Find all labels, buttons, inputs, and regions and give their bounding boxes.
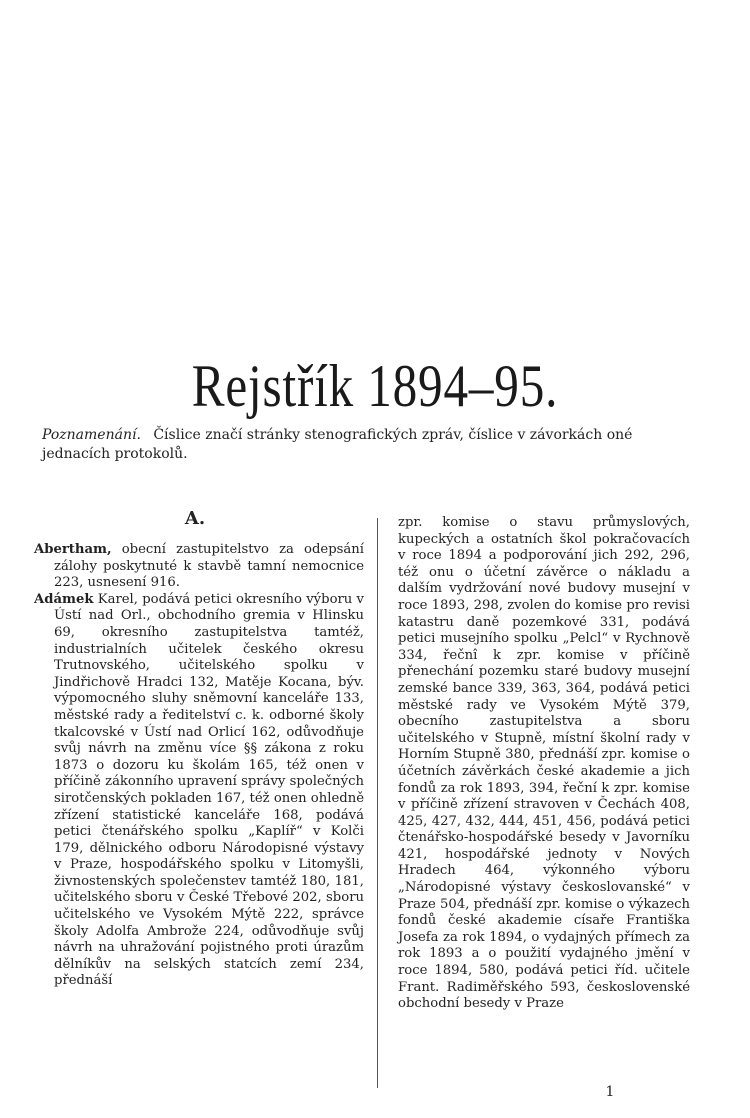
- right-column: [398, 515, 690, 1013]
- index-entry: [34, 592, 364, 990]
- note-label: Poznamenání.: [42, 427, 141, 443]
- continued-entry-text: zpr. komise o stavu průmyslových, kupeckých a ostatních škol pokračovacích v roce 1894 a podporování jich 292, 296, též onu o účetní závěrce o nákladu a dalším vydržování nové budovy musejní v roce 1893, 298, zvolen do komise pro revisi katastru daně pozemkové 331, podává petici musejního spolku „Pelcl“ v Rychnově 334, řečnî k zpr. komise v příčině přenechání pozemku staré budovy musejní zemské bance 339, 363, 364, podává petici městské rady ve Vysokém Mýtě 379, obecního zastupitelstva a sboru učitelského v Stupně, místní školní rady v Horním Stupně 380, přednáší zpr. komise o účetních závěrkách české akademie a jich fondů za rok 1893, 394, řeční k zpr. komise v příčině zřízení stravoven v Čechách 408, 425, 427, 432, 444, 451, 456, podává petici čtenářsko-hospodářské besedy v Javorníku 421, hospodářské jednoty v Nových Hradech 464, výkonného výboru „Národopisné výstavy českoslovanské“ v Praze 504, přednáší zpr. komise o výkazech fondů české akademie císaře Františka Josefa za rok 1894, o vydajných přímech za rok 1893 a o použití vydajného jmění v roce 1894, 580, podává petici říd. učitele Frant. Radiměřského 593, československé obchodní besedy v Praze: [398, 515, 690, 1012]
- entry-text: Karel, podává petici okresního výboru v Ústí nad Orl., obchodního gremia v Hlinsku 69, okresního zastupitelstva tamtéž, industrialních učitelek českého okresu Trutnovského, učitelského spolku v Jindřichově Hradci 132, Matěje Kocana, býv. výpomocného sluhy sněmovní kanceláře 133, městské rady a ředitelství c. k. odborné školy tkalcovské v Ústí nad Orlicí 162, odůvodňuje svůj návrh na změnu více §§ zákona z roku 1873 o dozoru ku školám 165, též onen v příčině zákonního upravení správy společných sirotčenských pokladen 167, též onen ohledně zřízení statistické kanceláře 168, podává petici čtenářského spolku „Kaplíř“ v Kolči 179, dělnického odboru Národopisné výstavy v Praze, hospodářského spolku v Litomyšli, živnostenských společenstev tamtéž 180, 181, učitelského sboru v České Třebové 202, sboru učitelského ve Vysokém Mýtě 222, správce školy Adolfa Ambrože 224, odůvodňuje svůj návrh na uhražování pojistného proti úrazům dělníkův na selských statcích zemí 234, přednáší: [54, 591, 364, 989]
- entry-head: Abertham,: [34, 542, 112, 557]
- section-letter: A.: [184, 508, 206, 529]
- column-divider: [377, 518, 378, 1088]
- entry-text: obecní zastupitelstvo za odepsání zálohy poskytnuté k stavbě tamní nemocnice 223, usnesení 916.: [54, 542, 364, 591]
- page-title: Rejstřík 1894–95.: [191, 353, 559, 419]
- left-column: [34, 542, 364, 990]
- note-paragraph: [42, 426, 702, 464]
- note-text: Číslice značí stránky stenografických zpráv, číslice v závorkách oné jednacích protokolů.: [42, 427, 633, 462]
- page-number: 1: [605, 1084, 615, 1100]
- index-entry: [34, 542, 364, 592]
- entry-head: Adámek: [34, 591, 94, 607]
